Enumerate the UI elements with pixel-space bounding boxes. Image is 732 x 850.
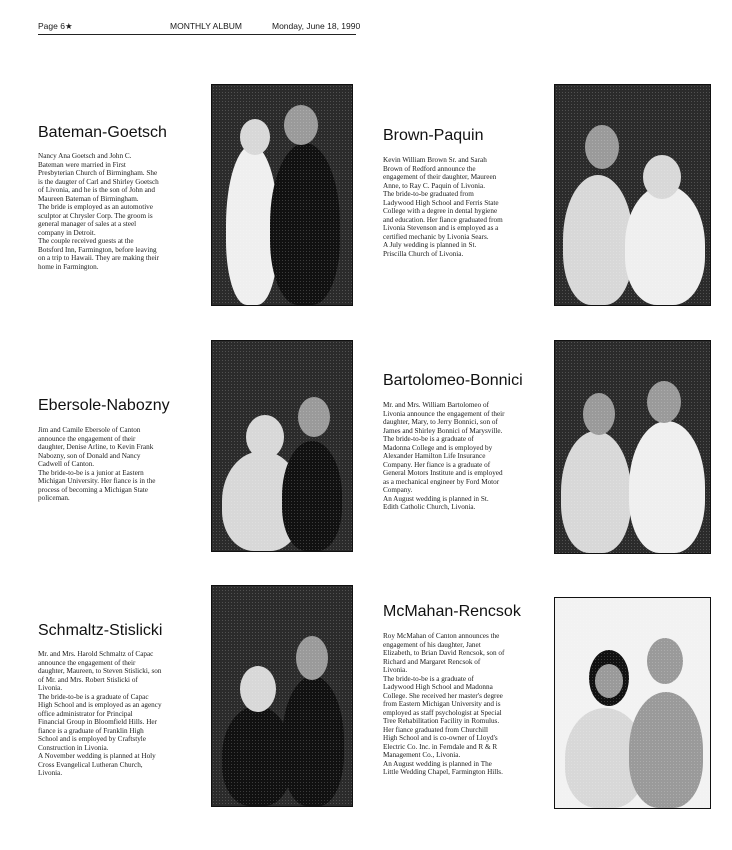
page-number: Page 6★ [38, 21, 73, 31]
engagement-photo [554, 597, 711, 809]
announcement-body: Jim and Camile Ebersole of Canton announce the engagement of their daughter, Denise Arline, to Kevin Frank Nabozny, son of Donald and Nancy Cadwell of Canton. The bride-to-be is a junior at Eastern Michigan University. Her fiance is in the process of becoming a Michigan State policeman. [38, 426, 156, 502]
announcement-title: Ebersole-Nabozny [38, 397, 170, 414]
announcement-title: McMahan-Rencsok [383, 603, 521, 620]
announcement-body: Kevin William Brown Sr. and Sarah Brown of Redford announce the engagement of their daughter, Maureen Anne, to Ray C. Paquin of Livonia. The bride-to-be graduated from Ladywood High School and Ferris State College with a degree in dental hygiene and education. Her fiance graduated from Livonia Stevenson and is employed as a certified mechanic by Livonia Sears. A July wedding is planned in St. Priscilla Church of Livonia. [383, 156, 503, 258]
wedding-photo [211, 84, 353, 306]
publication-name: MONTHLY ALBUM [170, 21, 242, 31]
announcement-title: Brown-Paquin [383, 127, 484, 144]
announcement-body: Mr. and Mrs. Harold Schmaltz of Capac announce the engagement of their daughter, Maureen, to Steven Stislicki, son of Mr. and Mrs. Robert Stislicki of Livonia. The bride-to-be is a graduate of Capac High School and is employed as an agency office administrator for Principal Financial Group in Bloomfield Hills. Her fiance is a graduate of Franklin High School and is employed by Craftstyle Construction in Livonia. A November wedding is planned at Holy Cross Evangelical Lutheran Church, Livonia. [38, 650, 162, 777]
engagement-photo [211, 340, 353, 552]
announcement-body: Mr. and Mrs. William Bartolomeo of Livonia announce the engagement of their daughter, Mary, to Jerry Bonnici, son of James and Shirley Bonnici of Marysville. The bride-to-be is a graduate of Madonna College and is employed by Alexander Hamilton Life Insurance Company. Her fiance is a graduate of General Motors Institute and is employed as a mechanical engineer by Ford Motor Company. An August wedding is planned in St. Edith Catholic Church, Livonia. [383, 401, 505, 511]
page-header [38, 20, 361, 35]
engagement-photo [554, 84, 711, 306]
announcement-title: Schmaltz-Stislicki [38, 622, 163, 639]
announcement-body: Roy McMahan of Canton announces the engagement of his daughter, Janet Elizabeth, to Brian David Rencsok, son of Richard and Margaret Rencsok of Livonia. The bride-to-be is a graduate of Ladywood High School and Madonna College. She received her master's degree from Eastern Michigan University and is employed as staff psychologist at Special Tree Rehabilitation Facility in Romulus. Her fiance graduated from Churchill High School and is co-owner of Lloyd's Electric Co. Inc. in Ferndale and R & R Management Co., Livonia. An August wedding is planned in The Little Wedding Chapel, Farmington Hills. [383, 632, 505, 776]
engagement-photo [211, 585, 353, 807]
announcement-title: Bateman-Goetsch [38, 124, 167, 141]
publication-date: Monday, June 18, 1990 [272, 21, 361, 31]
announcement-title: Bartolomeo-Bonnici [383, 372, 523, 389]
engagement-photo [554, 340, 711, 554]
announcement-body: Nancy Ana Goetsch and John C. Bateman were married in First Presbyterian Church of Birmingham. She is the daugter of Carl and Shirley Goetsch of Livonia, and he is the son of John and Maureen Bateman of Birmingham. The bride is employed as an automotive sculptor at Chrysler Corp. The groom is general manager of sales at a steel company in Detroit. The couple received guests at the Botsford Inn, Farmington, before leaving on a trip to Hawaii. They are making their home in Farmington. [38, 152, 160, 271]
